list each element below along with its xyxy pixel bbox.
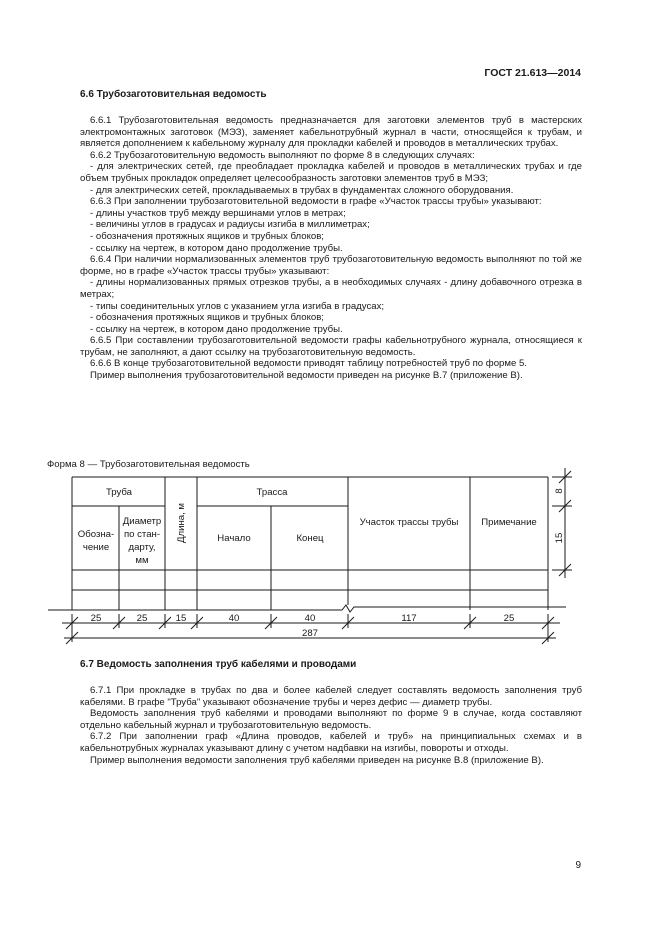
list-item: - обозначения протяжных ящиков и трубных блоков;	[90, 312, 324, 324]
form-8-caption: Форма 8 — Трубозаготовительная ведомость	[47, 459, 250, 470]
list-item: - обозначения протяжных ящиков и трубных блоков;	[90, 230, 324, 242]
dim-col-width: 25	[90, 613, 102, 624]
paragraph: 6.6.6 В конце трубозаготовительной ведомости приводят таблицу потребностей труб по форме 5.	[90, 358, 527, 370]
paragraph: 6.6.3 При заполнении трубозаготовительной ведомости в графе «Участок трассы трубы» указывают:	[90, 196, 542, 208]
list-item: - величины углов в градусах и радиусы изгиба в миллиметрах;	[90, 219, 370, 231]
list-item: - типы соединительных углов с указанием угла изгиба в градусах;	[90, 300, 385, 312]
list-item: - длины нормализованных прямых отрезков трубы, а в необходимых случаях - длину добавочного отрезка в метрах;	[80, 277, 582, 300]
paragraph: 6.7.1 При прокладке в трубах по два и более кабелей следует составлять ведомость заполнения труб кабелями. В графе "Труба" указывают обозначение трубы и через дефис — диаметр трубы.	[80, 685, 582, 708]
dim-col-width: 25	[503, 613, 515, 624]
dim-col-width: 117	[401, 613, 417, 624]
document-code: ГОСТ 21.613—2014	[484, 67, 581, 79]
paragraph: 6.6.4 При наличии нормализованных элементов труб трубозаготовительную ведомость выполняют по той же форме, но в графе «Участок трассы трубы» указывают:	[80, 254, 582, 277]
paragraph: 6.6.5 При составлении трубозаготовительной ведомости графы кабельнотрубного журнала, относящиеся к трубам, не заполняют, а дают ссылку на трубозаготовительную ведомость.	[80, 335, 582, 358]
header-diameter-line1: Диаметр	[122, 516, 162, 527]
section-title-6-6: 6.6 Трубозаготовительная ведомость	[80, 89, 267, 100]
header-diameter-line3: дарту,	[128, 542, 156, 553]
paragraph: 6.7.2 При заполнении граф «Длина проводов, кабелей и труб» на принципиальных схемах и в кабельнотрубных журналах указывают длину с учетом надбавки на изгибы, повороты и отходы.	[80, 731, 582, 754]
header-start: Начало	[217, 533, 251, 544]
paragraph: Пример выполнения ведомости заполнения труб кабелями приведен на рисунке В.8 (приложение В).	[90, 754, 544, 766]
header-length: Длина, м	[176, 502, 187, 544]
paragraph: 6.6.2 Трубозаготовительную ведомость выполняют по форме 8 в следующих случаях:	[90, 149, 475, 161]
header-designation-line2: чение	[82, 542, 110, 553]
paragraph: Ведомость заполнения труб кабелями и проводами выполняют по форме 9 в случае, когда составляют отдельно кабельный журнал и трубозаготовительную ведомость.	[80, 708, 582, 731]
dim-row-height-body: 15	[554, 532, 565, 544]
dim-col-width: 40	[304, 613, 316, 624]
dim-total-width: 287	[301, 628, 319, 639]
section-title-6-7: 6.7 Ведомость заполнения труб кабелями и проводами	[80, 659, 357, 670]
list-item: - для электрических сетей, прокладываемых в трубах в фундаментах сложного оборудования.	[90, 184, 514, 196]
list-item: - ссылку на чертеж, в котором дано продолжение трубы.	[90, 323, 343, 335]
page-number: 9	[575, 860, 581, 871]
header-designation-line1: Обозна-	[77, 529, 115, 540]
paragraph: 6.6.1 Трубозаготовительная ведомость предназначается для заготовки элементов труб в мастерских электромонтажных заготовок (МЭЗ), заменяет кабельнотрубный журнал в части, относящейся к трубам, и является дополнением к кабельному журналу для прокладки кабелей и проводов в металлических трубах.	[80, 115, 582, 150]
header-diameter-line2: по стан-	[123, 529, 161, 540]
header-note: Примечание	[481, 517, 537, 528]
paragraph: Пример выполнения трубозаготовительной ведомости приведен на рисунке В.7 (приложение В).	[90, 370, 523, 382]
list-item: - для электрических сетей, где преобладает прокладка кабелей и проводов в металлических трубах и где объем трубных прокладок определяет целесообразность заготовки элементов труб в МЭЗ;	[80, 161, 582, 184]
dim-row-height-header: 8	[554, 488, 565, 494]
header-diameter-line4: мм	[135, 555, 149, 566]
section-6-7-body	[80, 685, 582, 766]
header-route-section: Участок трассы трубы	[359, 517, 459, 528]
dim-col-width: 25	[136, 613, 148, 624]
header-tube: Труба	[105, 487, 133, 498]
list-item: - длины участков труб между вершинами углов в метрах;	[90, 207, 346, 219]
list-item: - ссылку на чертеж, в котором дано продолжение трубы.	[90, 242, 343, 254]
header-end: Конец	[296, 533, 324, 544]
header-route: Трасса	[256, 487, 288, 498]
dim-col-width: 15	[175, 613, 187, 624]
dim-col-width: 40	[228, 613, 240, 624]
